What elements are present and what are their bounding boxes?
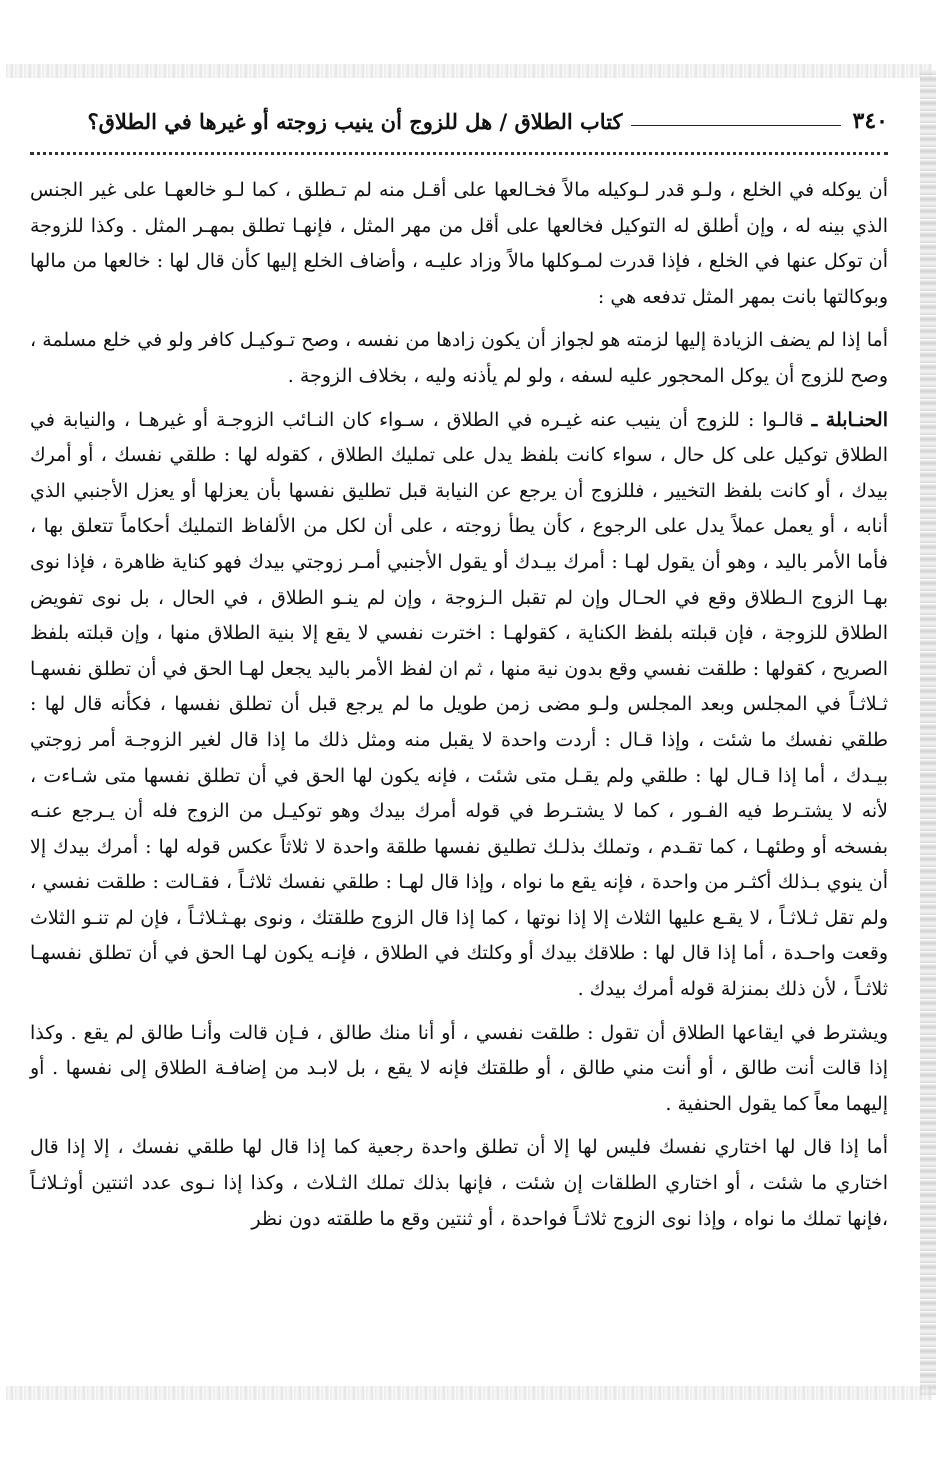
paragraph	[30, 1130, 888, 1237]
paragraph-text: أن يوكله في الخلع ، ولـو قدر لـوكيله مالاً فخـالعها على أقـل منه لم تـطلق ، كما لـو خالعهـا على غير الجنس الذي بينه له ، وإن أطلق له التوكيل فخالعها على أقل من مهر المثل ، فإنهـا تطلق بمهـر المثل . وكذا للزوجة أن توكل عنها في الخلع ، فإذا قدرت لمـوكلها مالاً وزاد عليـه ، وأضاف الخلع إليها كأن قال لها : خالعها من مالها وبوكالتها بانت بمهر المثل تدفعه هي :	[30, 179, 888, 308]
book-page	[30, 96, 888, 1366]
paragraph	[30, 173, 888, 315]
header-rule	[631, 125, 841, 126]
paragraph-text: أما إذا لم يضف الزيادة إليها لزمته هو لجواز أن يكون زادها من نفسه ، وصح تـوكيـل كافر ولو في خلع مسلمة ، وصح للزوج أن يوكل المحجور عليه لسفه ، ولو لم يأذنه وليه ، بخلاف الزوجة .	[30, 329, 888, 387]
paragraph-text: ويشترط في ايقاعها الطلاق أن تقول : طلقت نفسي ، أو أنا منك طالق ، فـإن قالت وأنـا طالق لم يقع . وكذا إذا قالت أنت طالق ، أو أنت مني طالق ، أو طلقتك فإنه لا يقع ، بل لابـد من إضافـة الطلاق إلى نفسها . أو إليهما معاً كما يقول الحنفية .	[30, 1021, 888, 1115]
scan-border-bottom	[6, 1386, 932, 1400]
page-number: ٣٤٠	[852, 107, 888, 134]
scan-border-right	[920, 70, 936, 1395]
paragraph	[30, 403, 888, 1008]
running-title: كتاب الطلاق / هل للزوج أن ينيب زوجته أو غيرها في الطلاق؟	[87, 108, 623, 134]
paragraph	[30, 1016, 888, 1123]
header-dotted-separator	[30, 144, 888, 155]
section-lead: الحنـابلة ـ	[811, 408, 888, 431]
scan-border-top	[6, 64, 932, 78]
paragraph-text: قالـوا : للزوج أن ينيب عنه غيـره في الطلاق ، سـواء كان النـائب الزوجـة أو غيرهـا ، والنيابة في الطلاق توكيل على كل حال ، سواء كانت بلفظ يدل على تمليك الطلاق ، كقوله لها : طلقي نفسك ، أو أمرك بيدك ، أو كانت بلفظ التخيير ، فللزوج أن يرجع عن النيابة قبل تطليق نفسها بأن يعزلها أو يعزل الأجنبي الذي أنابه ، أو يعمل عملاً يدل على الرجوع ، كأن يطأ زوجته ، على أن لكل من الألفاظ التمليك أحكاماً تتعلق بها ، فأما الأمر باليد ، وهو أن يقول لهـا : أمرك بيـدك أو يقول الأجنبي أمـر زوجتي بيدك فهو كناية ظاهرة ، فإذا نوى بهـا الزوج الـطلاق وقع في الحـال وإن لم تقبل الـزوجة ، وإن لم ينـو الطلاق ، في الحال ، بل نوى تفويض الطلاق للزوجة ، فإن قبلته بلفظ الكناية ، كقولهـا : اخترت نفسي لا يقع إلا بنية الطلاق منها ، وإن قبلته بلفظ الصريح ، كقولها : طلقت نفسي وقع بدون نية منها ، ثم ان لفظ الأمر باليد يجعل لهـا الحق في أن تطلق نفسهـا ثـلاثـاً في المجلس وبعد المجلس ولـو مضى زمن طويل ما لم يرجع قبل أن تطلق نفسها ، فكأنه قال لها : طلقي نفسك ما شئت ، وإذا قـال : أردت واحدة لا يقبل منه ومثل ذلك ما إذا قال لغير الزوجـة أمر زوجتي بيـدك ، أما إذا قـال لها : طلقي ولم يقـل متى شئت ، فإنه يكون لها الحق في أن تطلق نفسها متى شـاءت ، لأنه لا يشتـرط فيه الفـور ، كما لا يشتـرط في قوله أمرك بيدك وهو توكيـل من الزوج فله أن يـرجع عنـه بفسخه أو وطئهـا ، كما تقـدم ، وتملك بذلـك تطليق نفسها طلقة واحدة لا ثلاثاً عكس قوله لها : أمرك بيدك إلا أن ينوي بـذلك أكثـر من واحدة ، فإنه يقع ما نواه ، وإذا قال لهـا : طلقي نفسك ثلاثـاً ، فقـالت : طلقت نفسي ، ولم تقل ثـلاثـاً ، لا يقـع عليها الثلاث إلا إذا نوتها ، كما إذا قال الزوج طلقتك ، ونوى بهـثـلاثـاً ، فإن لم تنـو الثلاث وقعت واحـدة ، أما إذا قال لها : طلاقك بيدك أو وكلتك في الطلاق ، فإنـه يكون لهـا الحق في أن تطلق نفسهـا ثلاثـاً ، لأن ذلك بمنزلة قوله أمرك بيدك .	[30, 408, 888, 1001]
paragraph-text: أما إذا قال لها اختاري نفسك فليس لها إلا أن تطلق واحدة رجعية كما إذا قال لها طلقي نفسك ، إلا إذا قال اختاري ما شئت ، أو اختاري الطلقات إن شئت ، فإنها بذلك تملك الثـلاث ، وكذا إذا نـوى عدد اثنتين أوثـلاثـاً ،فإنها تملك ما نواه ، وإذا نوى الزوج ثلاثـاً فواحدة ، أو ثنتين وقع ما طلقته دون نظر	[30, 1136, 888, 1230]
page-header	[30, 96, 888, 134]
paragraph	[30, 323, 888, 394]
body-text	[30, 173, 888, 1237]
